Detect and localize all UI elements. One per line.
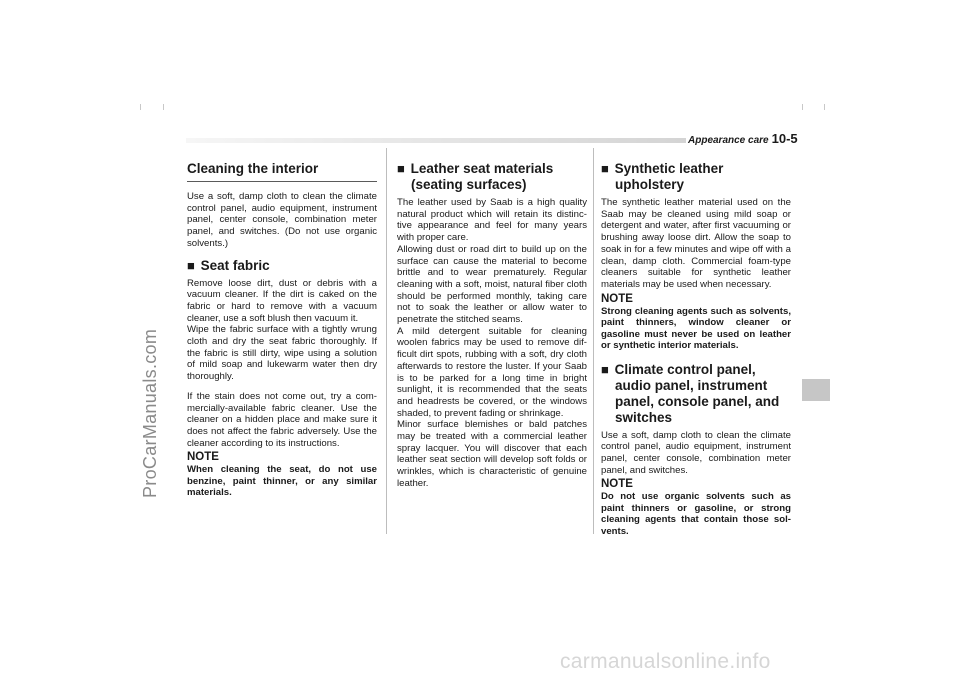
bullet-square-icon: ■ [601,361,609,377]
note-text: When cleaning the seat, do not use benzine, paint thinner, or any similar materials. [187,464,377,499]
paragraph: If the stain does not come out, try a commercially-available fabric cleaner. Use the cleaner on a hidden place and make sure it does not affect the fabric adversely. Use the cleaner according to its instructions. [187,390,377,449]
paragraph: The synthetic leather material used on the Saab may be cleaned using mild soap or detergent and water, after first vacuuming or brushing away loose dirt. Allow the soap to soak in for a few minutes and wipe off with a clean, damp cloth. Commercial foam-type cleaners suitable for synthetic leather materials may be used when necessary. [601,197,791,290]
heading-text: Seat fabric [200,257,270,273]
crop-mark [824,104,825,110]
column-2 [397,161,587,498]
note-label: NOTE [187,451,219,464]
heading-text: Leather seat materials (seating surfaces) [410,161,554,192]
note-label: NOTE [601,478,633,491]
column-3 [601,161,791,547]
bullet-square-icon: ■ [601,161,609,176]
subsection-heading [601,161,791,193]
chapter-tab [802,379,830,401]
subsection-heading [601,362,791,426]
bullet-square-icon: ■ [187,257,195,273]
crop-mark [140,104,141,110]
subsection-heading [187,258,377,274]
column-divider [386,148,387,534]
bottom-watermark: carmanualsonline.info [560,650,771,673]
paragraph: Allowing dust or road dirt to build up on the surface can cause the material to become brittle and to wear prematurely. Regular cleaning with a soft, moist, natural fiber cloth should be performed monthly, taking care not to soak the leather or allow water to penetrate the stitched seams. [397,243,587,326]
subsection-heading [397,161,587,193]
section-heading: Cleaning the interior [187,161,377,182]
paragraph: Minor surface blemishes or bald patches may be treated with a commercial leather spray lacquer. You will discover that each leather seat section will develop soft folds or wrinkles, which is characteristic of genuine leather. [397,419,587,489]
side-watermark: ProCarManuals.com [140,328,160,498]
header-bar [186,138,686,143]
paragraph: Use a soft, damp cloth to clean the climate control panel, audio equipment, instrument panel, center console, combination meter panel, and switches. (Do not use organic solvents.) [187,191,377,249]
bullet-square-icon: ■ [397,161,405,176]
paragraph: The leather used by Saab is a high quality natural product which will retain its distinctive appearance and feel for many years with proper care. [397,197,587,244]
note-label: NOTE [601,292,633,305]
crop-mark [802,104,803,110]
heading-text: Synthetic leather upholstery [614,161,724,192]
column-divider [593,148,594,534]
running-header [688,131,798,146]
note-text: Strong cleaning agents such as solvents, paint thinners, window cleaner or gasoline must never be used on leather or synthetic interior materials. [601,305,791,352]
crop-mark [163,104,164,110]
note-text: Do not use organic solvents such as paint thinners or gasoline, or strong cleaning agents that contain those solvents. [601,491,791,537]
paragraph: Use a soft, damp cloth to clean the climate control panel, audio equipment, instrument panel, center console, combination meter panel, and switches. [601,429,791,476]
paragraph: Wipe the fabric surface with a tightly wrung cloth and dry the seat fabric thoroughly. If the fabric is still dirty, wipe using a solution of mild soap and lukewarm water then dry thoroughly. [187,324,377,383]
section-title: Appearance care [688,135,769,146]
heading-text: Climate control panel, audio panel, instrument panel, console panel, and switches [614,361,780,425]
column-1 [187,161,377,509]
paragraph: Remove loose dirt, dust or debris with a vacuum cleaner. If the dirt is caked on the fabric or hard to remove with a vacuum cleaner, use a soft blush then vacuum it. [187,277,377,324]
page-number: 10-5 [771,131,798,146]
paragraph: A mild detergent suitable for cleaning woolen fabrics may be used to remove difficult dirt spots, rubbing with a soft, dry cloth afterwards to restore the luster. If your Saab is to be parked for a long time in bright sunlight, it is recommended that the seats and headrests be covered, or the windows shaded, to prevent fading or shrinkage. [397,325,587,419]
